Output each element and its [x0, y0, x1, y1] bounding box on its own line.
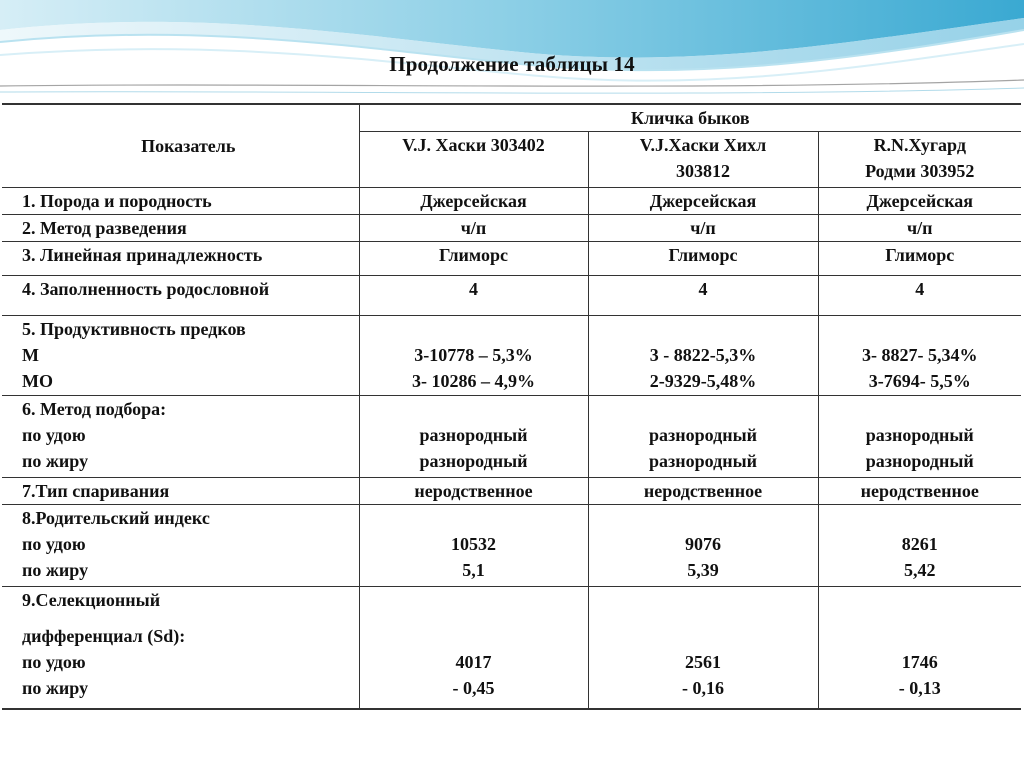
- table-cell: ч/п: [818, 215, 1021, 242]
- table-cell: 4017 - 0,45: [359, 587, 588, 709]
- row-label: 5. Продуктивность предков М МО: [2, 316, 359, 396]
- bull-column-header: R.N.Хугард Родми 303952: [818, 132, 1021, 188]
- page-title: Продолжение таблицы 14: [389, 52, 635, 76]
- row-label: 1. Порода и породность: [2, 188, 359, 215]
- table-cell: Глиморс: [588, 242, 818, 276]
- table-cell: 3-10778 – 5,3% 3- 10286 – 4,9%: [359, 316, 588, 396]
- table-cell: 1746 - 0,13: [818, 587, 1021, 709]
- table-cell: разнородный разнородный: [818, 396, 1021, 478]
- table-cell: ч/п: [359, 215, 588, 242]
- bull-names-group-header: Кличка быков: [359, 104, 1021, 132]
- table-cell: 8261 5,42: [818, 505, 1021, 587]
- row-label: 6. Метод подбора: по удою по жиру: [2, 396, 359, 478]
- table-cell: 4: [818, 276, 1021, 316]
- row-label: 9.Селекционный дифференциал (Sd): по удою по жиру: [2, 587, 359, 709]
- table-row: [2, 587, 1021, 709]
- row-label: 4. Заполненность родословной: [2, 276, 359, 316]
- table-row: [2, 396, 1021, 478]
- table-cell: Джерсейская: [359, 188, 588, 215]
- table-cell: 3 - 8822-5,3% 2-9329-5,48%: [588, 316, 818, 396]
- row-label: 2. Метод разведения: [2, 215, 359, 242]
- table-row: [2, 188, 1021, 215]
- table-cell: 3- 8827- 5,34% 3-7694- 5,5%: [818, 316, 1021, 396]
- indicator-header: Показатель: [2, 104, 359, 188]
- table-row: [2, 276, 1021, 316]
- table-cell: разнородный разнородный: [588, 396, 818, 478]
- table-row: [2, 505, 1021, 587]
- breeding-table: [2, 103, 1021, 710]
- table-cell: 4: [588, 276, 818, 316]
- table-cell: Джерсейская: [818, 188, 1021, 215]
- table-cell: 2561 - 0,16: [588, 587, 818, 709]
- table-row: [2, 316, 1021, 396]
- table-cell: разнородный разнородный: [359, 396, 588, 478]
- table-cell: 9076 5,39: [588, 505, 818, 587]
- row-label: 7.Тип спаривания: [2, 478, 359, 505]
- table-cell: Джерсейская: [588, 188, 818, 215]
- table-header-row: [2, 104, 1021, 132]
- table-cell: 10532 5,1: [359, 505, 588, 587]
- row-label: 3. Линейная принадлежность: [2, 242, 359, 276]
- table-cell: ч/п: [588, 215, 818, 242]
- table-cell: Глиморс: [359, 242, 588, 276]
- table-cell: Глиморс: [818, 242, 1021, 276]
- row-label: 8.Родительский индекс по удою по жиру: [2, 505, 359, 587]
- table-row: [2, 242, 1021, 276]
- table-cell: неродственное: [818, 478, 1021, 505]
- bull-column-header: V.J. Хаски 303402: [359, 132, 588, 188]
- table-cell: неродственное: [359, 478, 588, 505]
- table-cell: неродственное: [588, 478, 818, 505]
- bull-column-header: V.J.Хаски Хихл 303812: [588, 132, 818, 188]
- table-row: [2, 478, 1021, 505]
- table-cell: 4: [359, 276, 588, 316]
- table-row: [2, 215, 1021, 242]
